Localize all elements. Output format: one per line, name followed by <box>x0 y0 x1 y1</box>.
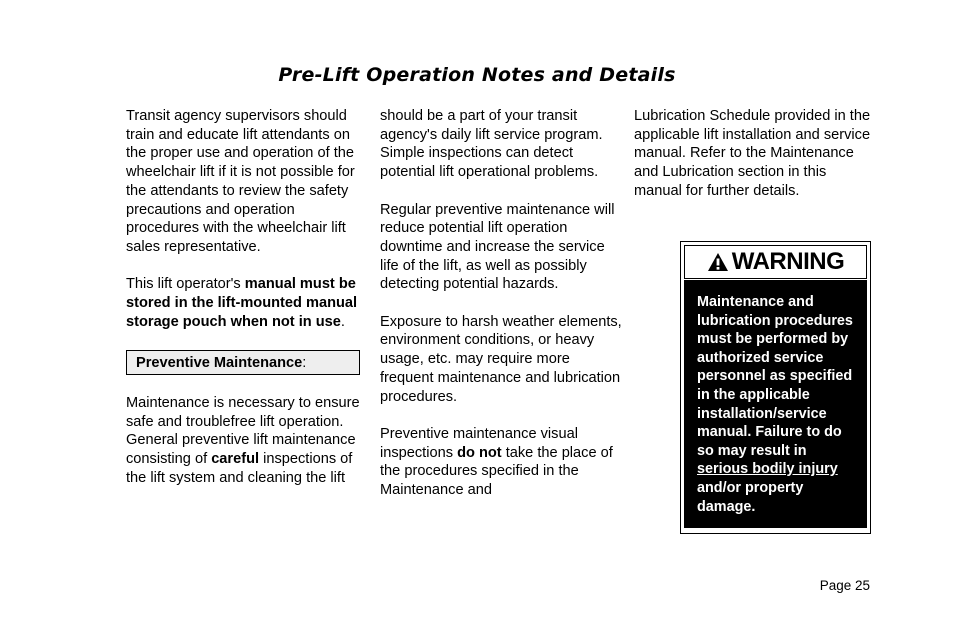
bold-text: manual must be stored in the lift-mounted manual storage pouch when not in use <box>126 276 358 330</box>
text-run: Maintenance and lubrication procedures must be performed by authorized service personnel as specified in the applicable installation/service manual. Failure to do so may result in <box>697 294 853 459</box>
warning-header <box>684 245 867 279</box>
paragraph-maintenance <box>126 394 366 488</box>
text-run: Maintenance is necessary to ensure safe and troublefree lift operation. General preventive lift maintenance consisting of <box>126 394 360 467</box>
text-run: and/or property damage. <box>697 479 804 515</box>
text-column-1 <box>126 107 366 506</box>
text-column-3 <box>634 107 874 219</box>
paragraph-supervisors: Transit agency supervisors should train and educate lift attendants on the proper use and operation of the wheelchair lift if it is not possible for the attendants to review the safety precautions and operation procedures with the wheelchair lift sales representative. <box>126 108 355 255</box>
section-heading-box <box>126 350 360 375</box>
paragraph-preventive: Regular preventive maintenance will reduce potential lift operation downtime and increase the service life of the lift, as well as possibly detecting potential hazards. <box>380 201 615 293</box>
paragraph-exposure: Exposure to harsh weather elements, environment conditions, or heavy usage, etc. may require more frequent maintenance and lubrication procedures. <box>380 313 622 405</box>
text-run: This lift operator's <box>126 276 245 293</box>
text-column-2 <box>380 107 625 518</box>
underlined-text: serious bodily injury <box>697 461 838 478</box>
text-run: Preventive maintenance visual inspections <box>380 425 578 461</box>
paragraph-visual-inspections <box>380 425 625 500</box>
text-run: take the place of the procedures specified in the Maintenance and <box>380 444 613 499</box>
warning-text <box>684 280 867 528</box>
page-number: Page 25 <box>819 578 870 593</box>
text-run: inspections of the lift system and cleaning the lift <box>126 450 353 486</box>
section-heading: Preventive Maintenance <box>136 355 303 372</box>
bold-text: careful <box>211 450 260 467</box>
warning-box <box>680 241 871 534</box>
section-heading-colon: : <box>302 355 307 372</box>
paragraph-manual-storage <box>126 275 366 331</box>
warning-label: WARNING <box>731 248 845 275</box>
page-title: Pre-Lift Operation Notes and Details <box>278 64 676 86</box>
warning-triangle-icon <box>707 252 729 272</box>
paragraph-lubrication-schedule: Lubrication Schedule provided in the applicable lift installation and service manual. Refer to the Maintenance and Lubrication section in this manual for further details. <box>634 108 871 199</box>
bold-text: do not <box>457 444 502 461</box>
paragraph-daily-service: should be a part of your transit agency's daily lift service program. Simple inspections can detect potential lift operational problems. <box>380 108 603 181</box>
text-run: . <box>340 313 345 330</box>
